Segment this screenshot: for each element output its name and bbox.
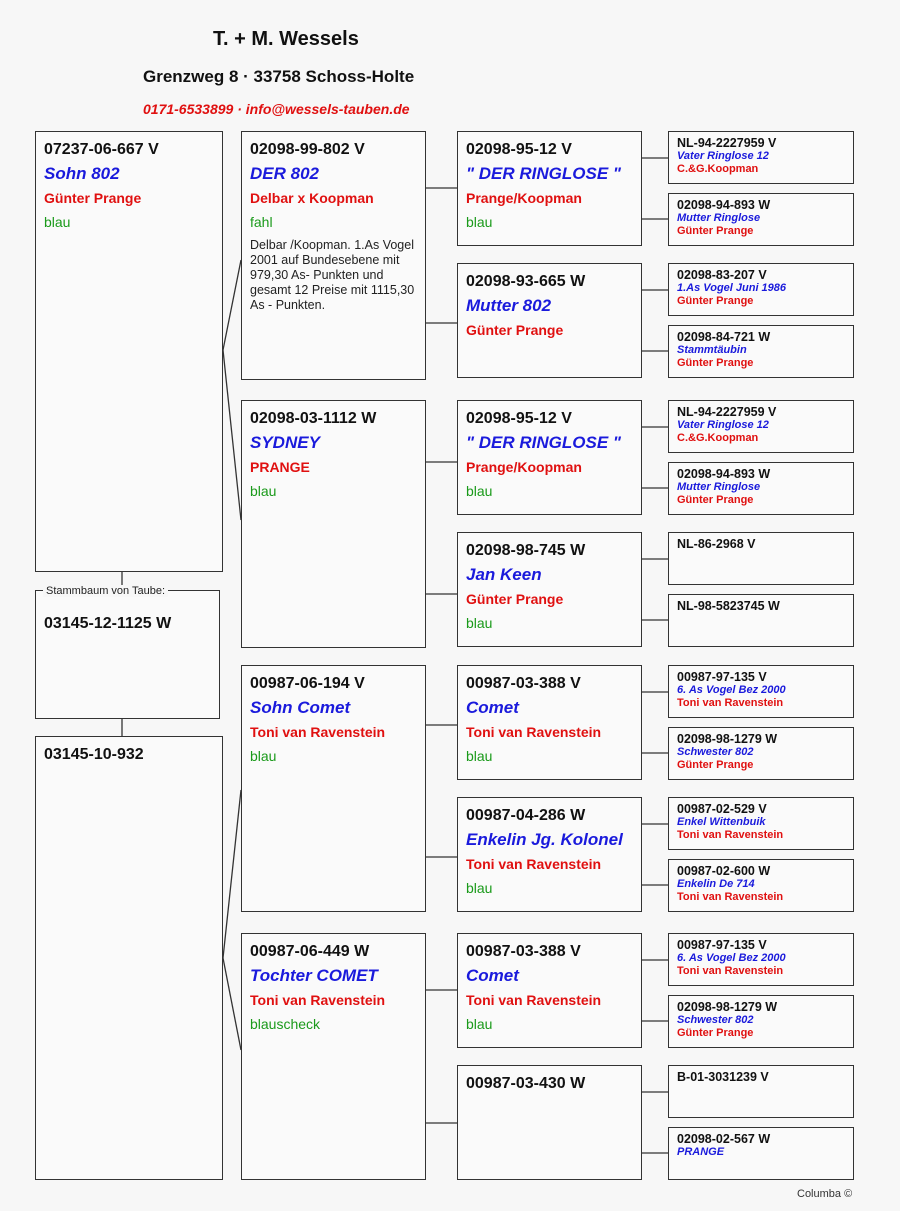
pigeon-ring: 00987-06-194 V: [250, 675, 365, 692]
pigeon-color: blau: [466, 615, 493, 631]
pigeon-color: blau: [466, 483, 493, 499]
pigeon-ring: 02098-93-665 W: [466, 273, 586, 290]
pigeon-color: blau: [466, 748, 493, 764]
pigeon-name: Comet: [466, 966, 519, 985]
pigeon-name: SYDNEY: [250, 433, 320, 452]
pigeon-owner: C.&G.Koopman: [677, 432, 759, 444]
great-grandparent-box: [457, 400, 642, 515]
pigeon-name: Sohn 802: [44, 164, 120, 183]
pigeon-name: DER 802: [250, 164, 319, 183]
connector-line: [223, 260, 241, 350]
pigeon-color: blau: [250, 748, 277, 764]
pigeon-ring: 02098-95-12 V: [466, 141, 572, 158]
breeder-address: Grenzweg 8 · 33758 Schoss-Holte: [143, 67, 415, 86]
grandparent-box: [241, 400, 426, 648]
pigeon-ring: 02098-95-12 V: [466, 410, 572, 427]
pigeon-owner: Toni van Ravenstein: [677, 829, 784, 841]
pigeon-owner: Günter Prange: [44, 190, 142, 206]
pigeon-owner: Toni van Ravenstein: [677, 965, 784, 977]
pigeon-ring: 02098-94-893 W: [677, 198, 771, 212]
pigeon-name: 1.As Vogel Juni 1986: [677, 282, 787, 294]
great-great-grandparent-box: [668, 400, 854, 453]
pigeon-ring: NL-94-2227959 V: [677, 136, 777, 150]
pigeon-color: fahl: [250, 214, 273, 230]
great-great-grandparent-box: [668, 1127, 854, 1180]
great-grandparent-box: [457, 131, 642, 246]
pigeon-ring: 02098-02-567 W: [677, 1132, 771, 1146]
great-grandparent-box: [457, 1065, 642, 1180]
pigeon-ring: 00987-03-388 V: [466, 943, 581, 960]
pigeon-name: Mutter Ringlose: [677, 212, 761, 224]
pigeon-color: blauscheck: [250, 1016, 321, 1032]
pigeon-owner: Günter Prange: [677, 494, 754, 506]
pigeon-name: 6. As Vogel Bez 2000: [677, 952, 786, 964]
pigeon-owner: Günter Prange: [677, 357, 754, 369]
pigeon-owner: Günter Prange: [466, 322, 564, 338]
subject-pigeon-box: [35, 590, 220, 719]
pigeon-note: Delbar /Koopman. 1.As Vogel 2001 auf Bundesebene mit 979,30 As- Punkten und gesamt 12 Preise mit 1115,30 As - Punkten.: [250, 238, 415, 312]
pigeon-color: blau: [466, 880, 493, 896]
pigeon-owner: Günter Prange: [677, 225, 754, 237]
great-grandparent-box: [457, 532, 642, 647]
pigeon-ring: 03145-10-932: [44, 746, 144, 763]
great-great-grandparent-box: [668, 665, 854, 718]
pigeon-name: Enkelin De 714: [677, 878, 755, 890]
pigeon-name: 6. As Vogel Bez 2000: [677, 684, 786, 696]
pigeon-name: Vater Ringlose 12: [677, 150, 769, 162]
pigeon-owner: C.&G.Koopman: [677, 163, 759, 175]
pigeon-name: Stammtäubin: [677, 344, 747, 356]
pigeon-ring: NL-86-2968 V: [677, 537, 756, 551]
pigeon-ring: 02098-03-1112 W: [250, 410, 377, 427]
pigeon-ring: 00987-04-286 W: [466, 807, 586, 824]
pigeon-name: Enkel Wittenbuik: [677, 816, 766, 828]
breeder-contact: 0171-6533899 · info@wessels-tauben.de: [143, 101, 410, 117]
great-grandparent-box: [457, 665, 642, 780]
pigeon-owner: Günter Prange: [466, 591, 564, 607]
pigeon-ring: 00987-03-430 W: [466, 1075, 586, 1092]
great-great-grandparent-box: [668, 995, 854, 1048]
pigeon-name: Enkelin Jg. Kolonel: [466, 830, 623, 849]
pigeon-color: blau: [44, 214, 71, 230]
pigeon-color: blau: [250, 483, 277, 499]
great-great-grandparent-box: [668, 193, 854, 246]
great-great-grandparent-box: [668, 797, 854, 850]
pigeon-owner: Günter Prange: [677, 1027, 754, 1039]
pigeon-owner: Toni van Ravenstein: [250, 724, 386, 740]
pigeon-ring: 00987-02-600 W: [677, 864, 771, 878]
great-great-grandparent-box: [668, 933, 854, 986]
pigeon-owner: Toni van Ravenstein: [250, 992, 386, 1008]
pigeon-ring: 02098-98-745 W: [466, 542, 586, 559]
pigeon-name: Sohn Comet: [250, 698, 351, 717]
pigeon-name: Schwester 802: [677, 746, 754, 758]
pigeon-owner: Prange/Koopman: [466, 459, 582, 475]
subject-ring: 03145-12-1125 W: [44, 615, 172, 632]
parent-box: [35, 736, 223, 1180]
pigeon-name: PRANGE: [677, 1146, 725, 1158]
pigeon-name: " DER RINGLOSE ": [466, 433, 621, 452]
great-great-grandparent-box: [668, 1065, 854, 1118]
pigeon-ring: 00987-06-449 W: [250, 943, 370, 960]
grandparent-box: [241, 665, 426, 912]
great-great-grandparent-box: [668, 263, 854, 316]
great-grandparent-box: [457, 933, 642, 1048]
pigeon-ring: 02098-99-802 V: [250, 141, 365, 158]
parent-box: [35, 131, 223, 572]
grandparent-box: [241, 131, 426, 380]
pigeon-owner: Günter Prange: [677, 295, 754, 307]
pigeon-owner: Prange/Koopman: [466, 190, 582, 206]
grandparent-box: [241, 933, 426, 1180]
pigeon-color: blau: [466, 1016, 493, 1032]
pigeon-name: Vater Ringlose 12: [677, 419, 769, 431]
connector-line: [223, 958, 241, 1050]
great-great-grandparent-box: [668, 462, 854, 515]
footer-credit: Columba ©: [797, 1188, 853, 1200]
great-grandparent-box: [457, 797, 642, 912]
pigeon-owner: Günter Prange: [677, 759, 754, 771]
pigeon-ring: 02098-83-207 V: [677, 268, 767, 282]
great-great-grandparent-box: [668, 727, 854, 780]
pigeon-ring: 07237-06-667 V: [44, 141, 159, 158]
pigeon-color: blau: [466, 214, 493, 230]
pigeon-ring: NL-98-5823745 W: [677, 599, 780, 613]
pigeon-ring: 02098-94-893 W: [677, 467, 771, 481]
pigeon-ring: 00987-03-388 V: [466, 675, 581, 692]
pigeon-owner: PRANGE: [250, 459, 310, 475]
pigeon-owner: Delbar x Koopman: [250, 190, 374, 206]
pigeon-owner: Toni van Ravenstein: [466, 724, 602, 740]
pigeon-name: Mutter Ringlose: [677, 481, 761, 493]
great-great-grandparent-box: [668, 532, 854, 585]
pigeon-ring: NL-94-2227959 V: [677, 405, 777, 419]
pigeon-ring: 02098-98-1279 W: [677, 732, 778, 746]
pigeon-owner: Toni van Ravenstein: [466, 992, 602, 1008]
pigeon-ring: 00987-97-135 V: [677, 670, 767, 684]
pigeon-name: Mutter 802: [466, 296, 552, 315]
pigeon-owner: Toni van Ravenstein: [466, 856, 602, 872]
subject-legend: Stammbaum von Taube:: [43, 585, 168, 597]
pigeon-ring: 00987-02-529 V: [677, 802, 767, 816]
pigeon-name: " DER RINGLOSE ": [466, 164, 621, 183]
connector-line: [223, 790, 241, 958]
great-grandparent-box: [457, 263, 642, 378]
pigeon-ring: B-01-3031239 V: [677, 1070, 769, 1084]
great-great-grandparent-box: [668, 594, 854, 647]
pigeon-owner: Toni van Ravenstein: [677, 697, 784, 709]
pigeon-ring: 00987-97-135 V: [677, 938, 767, 952]
great-great-grandparent-box: [668, 859, 854, 912]
pigeon-ring: 02098-98-1279 W: [677, 1000, 778, 1014]
connector-line: [223, 350, 241, 520]
pigeon-name: Jan Keen: [466, 565, 542, 584]
breeder-name: T. + M. Wessels: [213, 28, 359, 50]
great-great-grandparent-box: [668, 325, 854, 378]
pigeon-owner: Toni van Ravenstein: [677, 891, 784, 903]
great-great-grandparent-box: [668, 131, 854, 184]
pigeon-name: Tochter COMET: [250, 966, 378, 985]
pigeon-name: Schwester 802: [677, 1014, 754, 1026]
pigeon-ring: 02098-84-721 W: [677, 330, 771, 344]
pigeon-name: Comet: [466, 698, 519, 717]
